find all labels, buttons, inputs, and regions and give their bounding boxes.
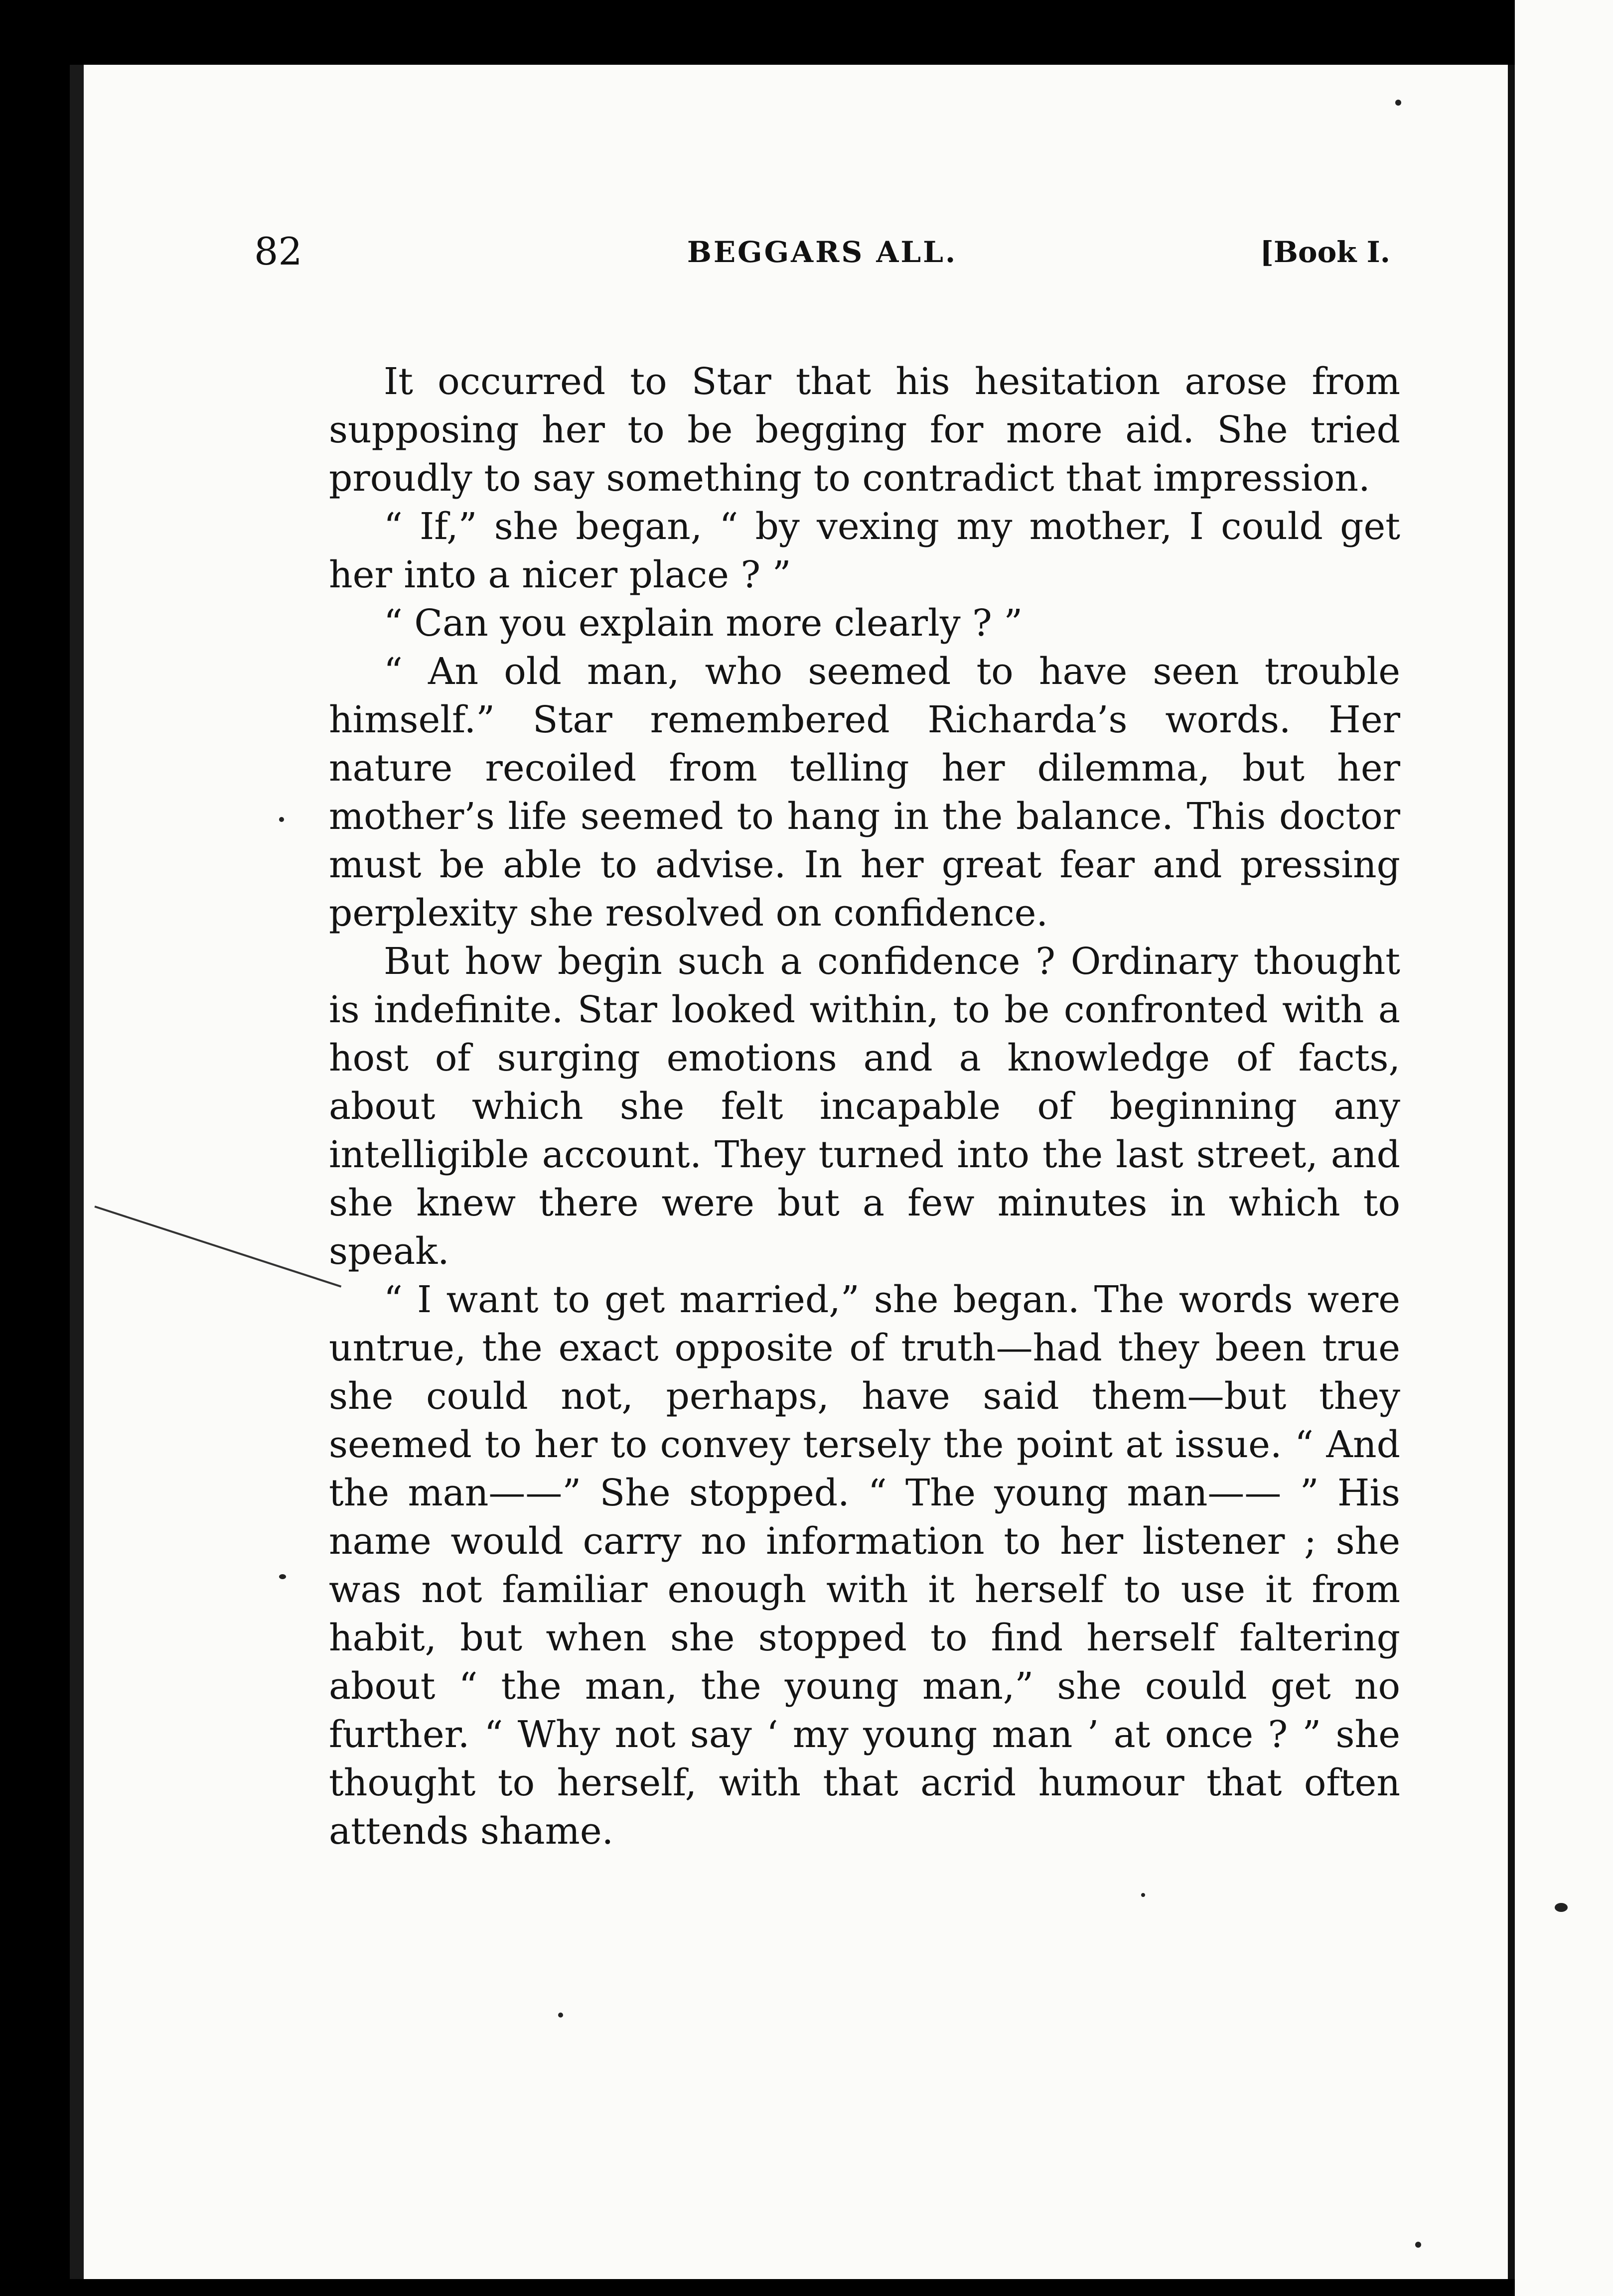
paragraph: “ An old man, who seemed to have seen trouble himself.” Star remembered Richarda’s words. Her nature recoiled from telling her dilemma, but her mother’s life seemed to hang in the balance. This doctor must be able to advise. In her great fear and pressing perplexity she resolved on confidence. — [329, 650, 1400, 935]
ink-speck — [558, 2013, 563, 2018]
paragraph: It occurred to Star that his hesitation arose from supposing her to be begging for more aid. She tried proudly to say something to contradict that impression. — [329, 360, 1400, 500]
paragraph: “ I want to get married,” she began. The words were untrue, the exact opposite of truth—had they been true she could not, perhaps, have said them—but they seemed to her to convey tersely the point at issue. “ And the man——” She stopped. “ The young man—— ” His name would carry no information to her listener ; she was not familiar enough with it herself to use it from habit, but when she stopped to find herself faltering about “ the man, the young man,” she could get no further. “ Why not say ‘ my young man ’ at once ? ” she thought to herself, with that acrid humour that often attends shame. — [329, 1278, 1400, 1853]
paragraph: “ Can you explain more clearly ? ” — [384, 602, 1023, 645]
ink-speck — [1555, 1903, 1568, 1912]
ink-speck — [279, 1574, 286, 1579]
book-label: [Book I. — [1260, 235, 1390, 269]
ink-speck — [1395, 100, 1401, 106]
ink-speck — [279, 817, 284, 822]
ink-speck — [1415, 2242, 1421, 2248]
paragraph: “ If,” she began, “ by vexing my mother, I could get her into a nicer place ? ” — [329, 505, 1400, 596]
spine-shadow — [0, 0, 70, 2296]
page-header — [254, 219, 1390, 289]
running-title: BEGGARS ALL. — [687, 235, 958, 269]
facing-page-edge — [1515, 0, 1613, 2296]
ink-speck — [1141, 1893, 1145, 1897]
paragraph: But how begin such a confidence ? Ordinary thought is indefinite. Star looked within, to be confronted with a host of surging emotions and a knowledge of facts, about which she felt incapable of beginning any intelligible account. They turned into the last street, and she knew there were but a few minutes in which to speak. — [329, 940, 1400, 1273]
page-number: 82 — [254, 229, 302, 273]
body-text — [329, 358, 1400, 1856]
